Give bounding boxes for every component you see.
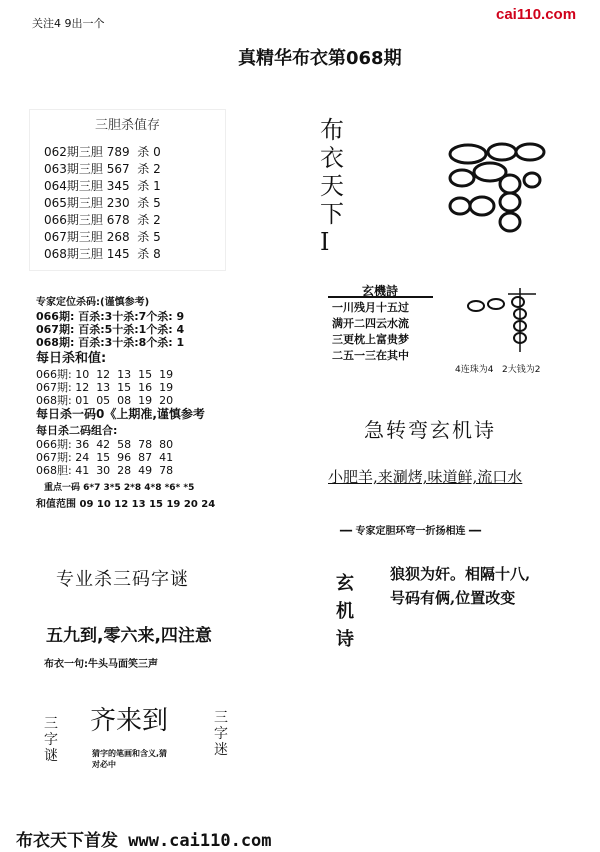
xuanji-box [328, 280, 433, 370]
zhuanye-title: 专业杀三码字谜 [56, 569, 189, 590]
jizhuan-line: 小肥羊,来涮烤,味道鲜,流口水 [328, 468, 523, 486]
dan-dash-left: ━━ [340, 526, 353, 537]
xuanji-line: 一川残月十五过 [332, 301, 409, 314]
dan-poem-line: 号码有俩,位置改变 [390, 589, 516, 607]
zhuanye-footer: 布衣一句:牛头马面笑三声 [44, 659, 158, 670]
coins-caption: 4连珠为4 2大钱为2 [455, 365, 541, 375]
two-heading: 每日杀二码组合: [36, 424, 118, 437]
expert-row: 068期: 百杀:3十杀:8个杀: 1 [36, 336, 185, 349]
sanzi-note [92, 748, 167, 770]
two-rows [36, 438, 173, 477]
dan-vertical [336, 570, 354, 654]
range-line: 和值范围 09 10 12 13 15 19 20 24 [36, 499, 216, 510]
sum-heading: 每日杀和值: [36, 351, 107, 366]
expert-box [30, 294, 240, 516]
dan-poem [390, 562, 530, 610]
dan-banner-text: 专家定胆环穹一折扬相连 [355, 526, 466, 537]
three-gall-row: 062期三胆 789 杀 0 [44, 145, 161, 159]
sanzi-note-line: 对必中 [92, 760, 116, 769]
sanzi-left [44, 716, 58, 764]
buyi-char: 天 [320, 172, 344, 200]
jizhuan-title: 急转弯玄机诗 [364, 418, 496, 442]
expert-row: 066期: 百杀:3十杀:7个杀: 9 [36, 310, 185, 323]
three-gall-row: 068期三胆 145 杀 8 [44, 247, 161, 261]
buyi-vertical-text [320, 116, 344, 256]
three-gall-box [30, 110, 225, 270]
jizhuan-box [322, 400, 552, 505]
sanzi-right-char: 字 [214, 726, 228, 742]
xuanji-line: 满开二四云水流 [332, 317, 409, 330]
two-row: 066期: 36 42 58 78 80 [36, 438, 174, 451]
sum-row: 068期: 01 05 08 19 20 [36, 394, 174, 407]
xuanji-line: 二五一三在其中 [332, 349, 409, 362]
coins-drawing-icon [440, 140, 550, 235]
three-gall-row: 063期三胆 567 杀 2 [44, 162, 161, 176]
dan-char: 机 [336, 601, 354, 622]
site-logo[interactable]: cai110.com [496, 6, 577, 23]
dan-dash-right: ━━ [469, 526, 482, 537]
sanzi-note-line: 猜字的笔画和含义,猜 [92, 749, 168, 758]
footer-text: 布衣天下首发 www.cai110.com [16, 831, 272, 851]
xuanji-line: 三更枕上富贵梦 [332, 333, 409, 346]
expert-row: 067期: 百杀:5十杀:1个杀: 4 [36, 323, 185, 336]
coin-string-icon [458, 284, 548, 356]
sanzi-right-char: 迷 [214, 742, 228, 758]
sanzi-left-char: 三 [44, 716, 58, 732]
three-gall-rows [44, 144, 161, 263]
buyi-char: 布 [320, 116, 344, 144]
sanzi-right-char: 三 [214, 710, 228, 726]
one-code-line: 每日杀一码0《上期准,谨慎参考 [36, 407, 205, 421]
buyi-char: 下 [320, 200, 344, 228]
dan-char: 玄 [336, 573, 354, 594]
zhuanye-line: 五九到,零六来,四注意 [46, 626, 212, 646]
three-gall-row: 064期三胆 345 杀 1 [44, 179, 161, 193]
dan-poem-line: 狼狈为奸。相隔十八, [390, 565, 531, 583]
buyi-char: Ⅰ [320, 228, 330, 256]
key-line: 重点一码 6*7 3*5 2*8 4*8 *6* *5 [44, 483, 195, 493]
sum-row: 067期: 12 13 15 16 19 [36, 381, 174, 394]
dan-banner [340, 522, 481, 537]
buyi-char: 衣 [320, 144, 344, 172]
two-row: 067期: 24 15 96 87 41 [36, 451, 174, 464]
expert-rows [36, 310, 184, 349]
sanzi-main-box [72, 694, 192, 778]
xuanji-heading: 玄機詩 [362, 284, 399, 298]
three-gall-heading: 三胆杀值存 [95, 118, 161, 133]
xuanji-divider [328, 296, 433, 298]
sanzi-left-char: 字 [44, 732, 58, 748]
sanzi-left-char: 谜 [44, 748, 58, 764]
three-gall-row: 066期三胆 678 杀 2 [44, 213, 161, 227]
follow-text: 关注4 9出一个 [32, 17, 105, 30]
page-title: 真精华布衣第068期 [238, 48, 402, 69]
three-gall-row: 065期三胆 230 杀 5 [44, 196, 161, 210]
dan-char: 诗 [336, 629, 354, 650]
two-row: 068胆: 41 30 28 49 78 [36, 464, 174, 477]
zhuanye-box [34, 555, 244, 675]
sum-rows [36, 368, 173, 407]
three-gall-row: 067期三胆 268 杀 5 [44, 230, 161, 244]
expert-heading: 专家定位杀码:(谨慎参考) [36, 297, 150, 308]
sanzi-main: 齐来到 [90, 706, 169, 736]
sanzi-right [214, 710, 228, 758]
xuanji-lines [332, 300, 409, 364]
sum-row: 066期: 10 12 13 15 19 [36, 368, 174, 381]
